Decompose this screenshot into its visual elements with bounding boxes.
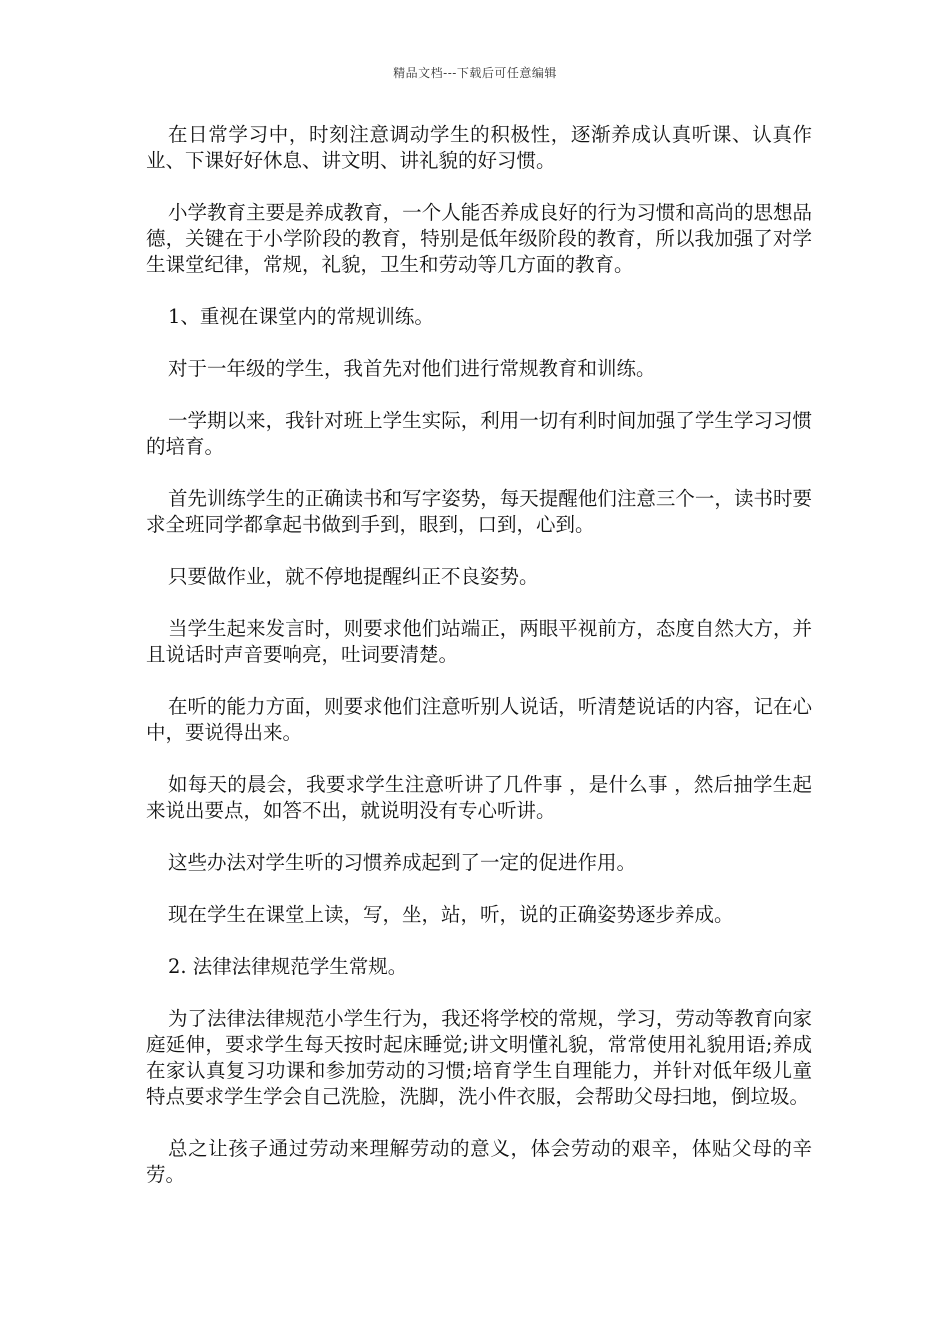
- paragraph: 首先训练学生的正确读书和写字姿势，每天提醒他们注意三个一，读书时要求全班同学都拿起书做到手到，眼到，口到，心到。: [146, 487, 812, 536]
- paragraph: 总之让孩子通过劳动来理解劳动的意义，体会劳动的艰辛，体贴父母的辛劳。: [146, 1137, 812, 1186]
- paragraph: 如每天的晨会，我要求学生注意听讲了几件事 ，是什么事 ，然后抽学生起来说出要点，如答不出，就说明没有专心听讲。: [146, 773, 812, 822]
- paragraph: 这些办法对学生听的习惯养成起到了一定的促进作用。: [168, 851, 637, 874]
- document-body: [146, 122, 812, 1214]
- paragraph: 为了法律法律规范小学生行为，我还将学校的常规，学习，劳动等教育向家庭延伸，要求学生每天按时起床睡觉;讲文明懂礼貌，常常使用礼貌用语;养成在家认真复习功课和参加劳动的习惯;培育学生自理能力，并针对低年级儿童特点要求学生学会自己洗脸，洗脚，洗小件衣服，会帮助父母扫地，倒垃圾。: [146, 1007, 812, 1108]
- paragraph: 只要做作业，就不停地提醒纠正不良姿势。: [168, 565, 539, 588]
- paragraph: 对于一年级的学生，我首先对他们进行常规教育和训练。: [168, 357, 656, 380]
- section-heading: 2. 法律法律规范学生常规。: [168, 955, 408, 978]
- paragraph: 在听的能力方面，则要求他们注意听别人说话，听清楚说话的内容，记在心中，要说得出来。: [146, 695, 812, 744]
- page-header: 精品文档---下载后可任意编辑: [393, 66, 557, 80]
- paragraph: 一学期以来，我针对班上学生实际，利用一切有利时间加强了学生学习习惯的培育。: [146, 409, 812, 458]
- paragraph: 在日常学习中，时刻注意调动学生的积极性，逐渐养成认真听课、认真作业、下课好好休息、讲文明、讲礼貌的好习惯。: [146, 123, 812, 172]
- paragraph: 小学教育主要是养成教育，一个人能否养成良好的行为习惯和高尚的思想品德，关键在于小学阶段的教育，特别是低年级阶段的教育，所以我加强了对学生课堂纪律，常规，礼貌，卫生和劳动等几方面的教育。: [146, 201, 812, 276]
- paragraph: 当学生起来发言时，则要求他们站端正，两眼平视前方，态度自然大方，并且说话时声音要响亮，吐词要清楚。: [146, 617, 812, 666]
- section-heading: 1、重视在课堂内的常规训练。: [168, 305, 434, 328]
- paragraph: 现在学生在课堂上读，写，坐，站，听，说的正确姿势逐步养成。: [168, 903, 734, 926]
